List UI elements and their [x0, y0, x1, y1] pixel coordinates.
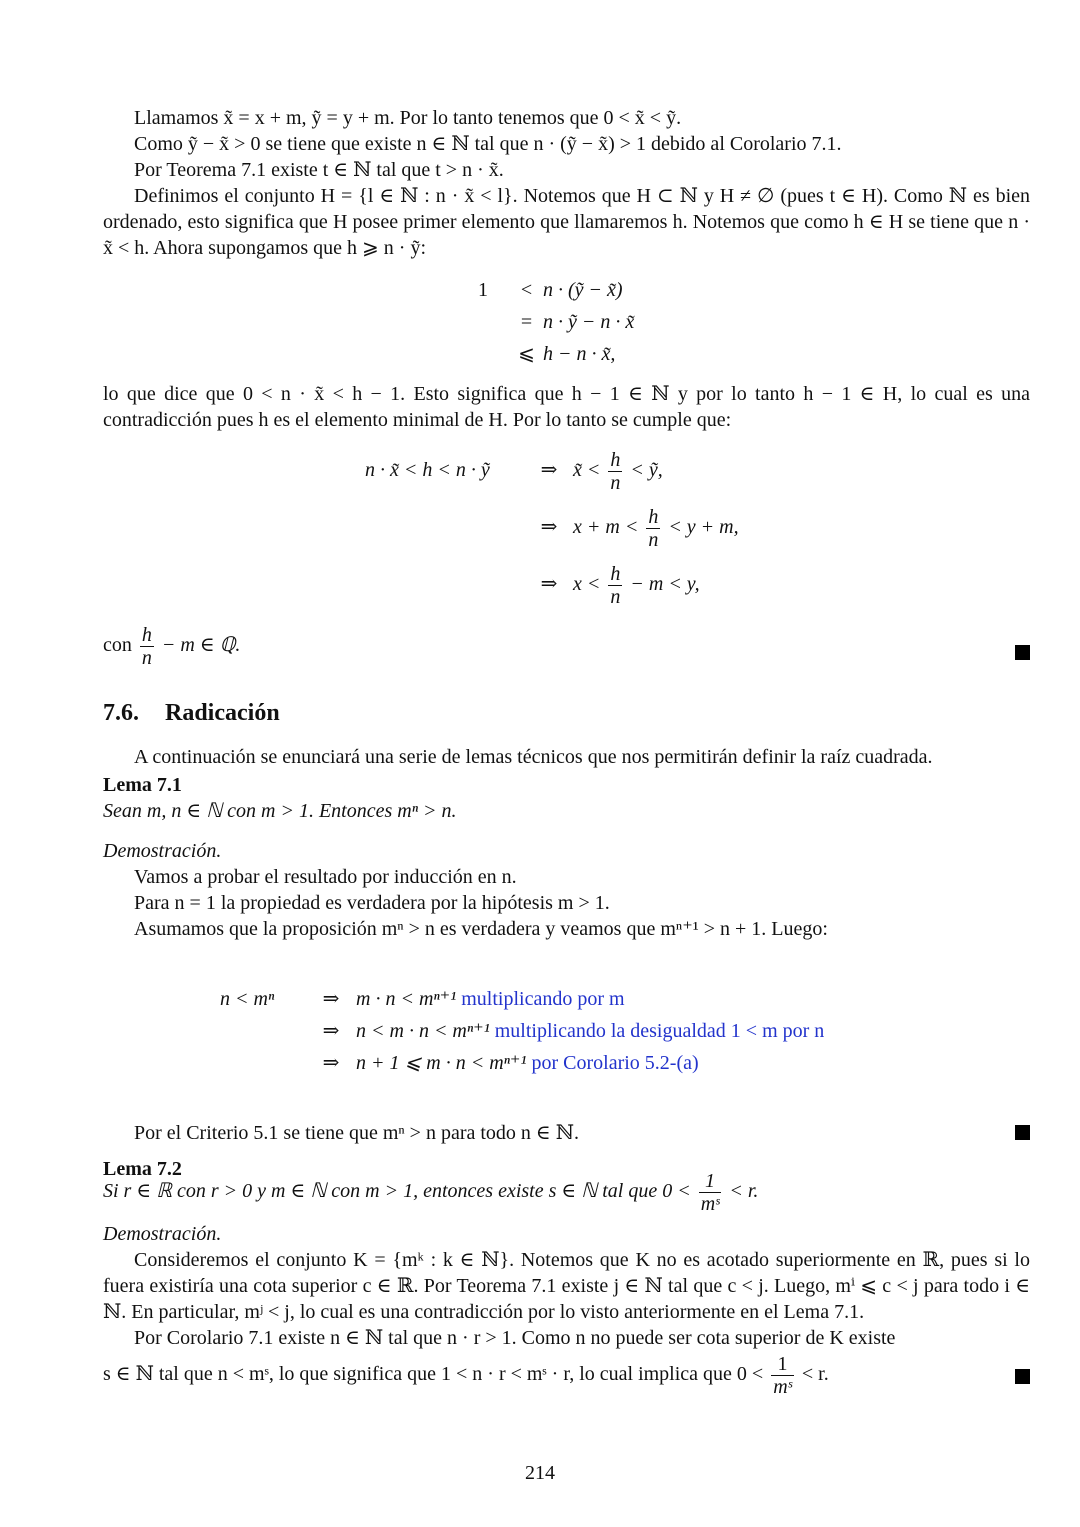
- qed-square-icon: [1015, 645, 1030, 660]
- eq-relation: ⩽: [518, 343, 535, 365]
- paragraph: Para n = 1 la propiedad es verdadera por la hipótesis m > 1.: [134, 892, 610, 914]
- proof-continuation: [103, 105, 1030, 261]
- paragraph: Consideremos el conjunto K = {mᵏ : k ∈ ℕ}. Notemos que K no es acotado superiormente en ℝ, pues si lo fuera existiría una cota superior c ∈ ℝ. Por Teorema 7.1 existe j ∈ ℕ tal que c < j. Luego, mⁱ ⩽ c < j para todo i ∈ ℕ. En particular, mʲ < j, lo cual es una contradicción por lo visto anteriormente en el Lema 7.1.: [103, 1249, 1030, 1323]
- eq-lhs: n < mⁿ: [220, 988, 275, 1010]
- lemma-title: Lema 7.1: [103, 774, 182, 796]
- eq-relation: =: [520, 311, 533, 333]
- implication-chain: [365, 445, 785, 615]
- denominator: n: [648, 529, 659, 551]
- qed-square-icon: [1015, 1125, 1030, 1140]
- section-body: [103, 744, 1030, 942]
- eq-term: n + 1 ⩽ m · n < mⁿ⁺¹: [356, 1052, 527, 1074]
- implies-arrow: ⇒: [540, 573, 558, 596]
- paragraph: Por Teorema 7.1 existe t ∈ ℕ tal que t > n · x̃.: [134, 159, 504, 181]
- eq-term: h − n · x̃,: [543, 343, 616, 365]
- numerator: 1: [705, 1170, 716, 1192]
- annotation: multiplicando la desigualdad 1 < m por n: [494, 1020, 825, 1042]
- paragraph: lo que dice que 0 < n · x̃ < h − 1. Esto significa que h − 1 ∈ ℕ y por lo tanto h − 1 ∈ H, lo cual es una contradicción pues h es el elemento minimal de H. Por lo tanto se cumple que:: [103, 383, 1030, 431]
- denominator: n: [610, 586, 621, 608]
- eq-term: n < m · n < mⁿ⁺¹: [356, 1020, 490, 1042]
- implies-arrow: ⇒: [322, 988, 340, 1010]
- numerator: 1: [777, 1353, 788, 1375]
- proof-label: Demostración.: [103, 1223, 222, 1245]
- lemma-statement: Sean m, n ∈ ℕ con m > 1. Entonces mⁿ > n.: [103, 800, 457, 822]
- eq-term: 1: [478, 279, 488, 301]
- lemma-7-2: [103, 1156, 1030, 1398]
- eq-term: x + m <: [573, 516, 639, 539]
- annotation: por Corolario 5.2-(a): [531, 1052, 699, 1074]
- eq-term: < y + m,: [668, 516, 739, 539]
- statement-text: < r.: [801, 1363, 829, 1386]
- paragraph-block: [103, 381, 1030, 433]
- fraction: [140, 624, 154, 669]
- denominator: mˢ: [700, 1193, 720, 1215]
- eq-lhs: n · x̃ < h < n · ỹ: [365, 459, 490, 482]
- numerator: h: [141, 624, 152, 646]
- denominator: mˢ: [773, 1376, 792, 1398]
- page-number: 214: [525, 1462, 555, 1484]
- eq-term: n · (ỹ − x̃): [543, 279, 623, 301]
- fraction: [699, 1170, 722, 1215]
- implies-arrow: ⇒: [322, 1020, 340, 1042]
- annotation: multiplicando por m: [461, 988, 625, 1010]
- lemma-statement: [103, 1170, 1030, 1215]
- implies-arrow: ⇒: [322, 1052, 340, 1074]
- eq-relation: <: [520, 279, 533, 301]
- proof-conclusion: [103, 624, 1030, 676]
- proof-label: Demostración.: [103, 840, 222, 862]
- statement-text: < r.: [729, 1180, 759, 1203]
- eq-term: < ỹ,: [630, 459, 663, 482]
- induction-chain: [220, 986, 940, 1086]
- conclusion-word: con: [103, 634, 132, 657]
- paragraph: Llamamos x̃ = x + m, ỹ = y + m. Por lo tanto tenemos que 0 < x̃ < ỹ.: [134, 107, 682, 129]
- equation-chain: [478, 277, 678, 367]
- lemma-closing: [103, 1120, 1030, 1146]
- implies-arrow: ⇒: [540, 459, 558, 482]
- conclusion-expr: − m ∈ ℚ.: [161, 634, 241, 657]
- statement-text: s ∈ ℕ tal que n < mˢ, lo que significa que 1 < n · r < mˢ · r, lo cual implica que 0 <: [103, 1363, 764, 1386]
- section-number: 7.6.: [103, 700, 139, 726]
- numerator: h: [648, 506, 659, 528]
- eq-term: − m < y,: [630, 573, 700, 596]
- paragraph: Asumamos que la proposición mⁿ > n es verdadera y veamos que mⁿ⁺¹ > n + 1. Luego:: [134, 918, 828, 940]
- numerator: h: [610, 563, 621, 585]
- denominator: n: [141, 647, 152, 669]
- fraction: [771, 1353, 794, 1398]
- lemma-title: Lema 7.2: [103, 1158, 182, 1180]
- fraction: [608, 563, 622, 608]
- section-title: Radicación: [165, 700, 280, 726]
- paragraph: A continuación se enunciará una serie de lemas técnicos que nos permitirán definir la raíz cuadrada.: [134, 746, 933, 768]
- qed-square-icon: [1015, 1369, 1030, 1384]
- fraction: [608, 449, 622, 494]
- implies-arrow: ⇒: [540, 516, 558, 539]
- paragraph: Como ỹ − x̃ > 0 se tiene que existe n ∈ ℕ tal que n · (ỹ − x̃) > 1 debido al Corolario 7.1.: [134, 133, 842, 155]
- eq-term: n · ỹ − n · x̃: [543, 311, 635, 333]
- paragraph: Por el Criterio 5.1 se tiene que mⁿ > n para todo n ∈ ℕ.: [134, 1122, 580, 1144]
- eq-term: x <: [573, 573, 601, 596]
- paragraph: Definimos el conjunto H = {l ∈ ℕ : n · x̃ < l}. Notemos que H ⊂ ℕ y H ≠ ∅ (pues t ∈ H). Como ℕ es bien ordenado, esto significa que H posee primer elemento que llamaremos h. Notemos que como h ∈ H se tiene que n · x̃ < h. Ahora supongamos que h ⩾ n · ỹ:: [103, 185, 1030, 259]
- eq-term: m · n < mⁿ⁺¹: [356, 988, 457, 1010]
- paragraph: Vamos a probar el resultado por inducción en n.: [134, 866, 517, 888]
- paragraph: Por Corolario 7.1 existe n ∈ ℕ tal que n · r > 1. Como n no puede ser cota superior de K existe: [134, 1327, 896, 1349]
- eq-term: x̃ <: [573, 459, 601, 482]
- section-heading: [103, 700, 280, 726]
- numerator: h: [610, 449, 621, 471]
- proof-final-line: [103, 1353, 1030, 1398]
- denominator: n: [610, 472, 621, 494]
- statement-text: Si r ∈ ℝ con r > 0 y m ∈ ℕ con m > 1, entonces existe s ∈ ℕ tal que 0 <: [103, 1180, 691, 1203]
- fraction: [646, 506, 660, 551]
